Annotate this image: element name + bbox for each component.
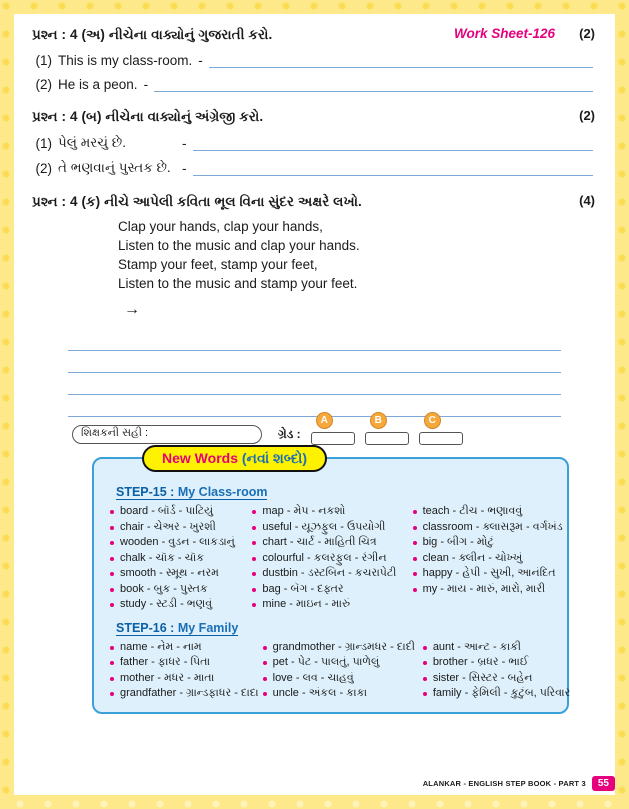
sentence-dash: - [198, 53, 203, 68]
handwriting-line[interactable] [68, 395, 561, 417]
question-block-a [32, 26, 597, 44]
word-item: classroom - ક્લાસરૂમ - વર્ગખંડ [413, 520, 563, 536]
teacher-signature-field[interactable]: શિક્ષકની સહી : [72, 425, 262, 444]
word-item: name - નેમ - નામ [110, 640, 259, 656]
sentence-dash: - [182, 161, 187, 176]
word-item: aunt - આન્ટ - કાકી [423, 640, 571, 656]
answer-line[interactable] [154, 78, 593, 92]
poem-line: Listen to the music and clap your hands. [118, 238, 360, 253]
handwriting-line[interactable] [68, 329, 561, 351]
word-item: book - બુક - પુસ્તક [110, 582, 248, 598]
handwriting-line[interactable] [68, 373, 561, 395]
word-item: chair - ચેઅર - ખુરશી [110, 520, 248, 536]
page-footer [423, 776, 615, 791]
handwriting-line[interactable] [68, 351, 561, 373]
word-item: brother - બ્રધર - ભાઈ [423, 655, 571, 671]
new-words-title [142, 445, 327, 472]
sentence-number: (2) [35, 161, 52, 176]
grade-label: ગ્રેડ : [278, 426, 301, 441]
word-column [413, 504, 567, 613]
sentence-number: (2) [35, 77, 52, 92]
new-words-title-en: New Words [162, 450, 238, 466]
sentence-row [32, 53, 597, 68]
sentence-row [32, 135, 597, 151]
word-item: father - ફાધર - પિતા [110, 655, 259, 671]
sentence-row [32, 160, 597, 176]
sentence-dash: - [182, 136, 187, 151]
step-15-title: My Class-room [177, 485, 268, 499]
grade-box-a[interactable] [311, 432, 355, 445]
step-15-word-columns [110, 504, 563, 613]
word-item: map - મેપ - નકશો [252, 504, 408, 520]
answer-line[interactable] [193, 137, 594, 151]
word-item: colourful - કલરફુલ - રંગીન [252, 551, 408, 567]
grade-option-a[interactable] [311, 414, 355, 445]
question-block-b [32, 108, 597, 126]
word-item: board - બૉર્ડ - પાટિયું [110, 504, 248, 520]
grade-bubble-a: A [316, 412, 333, 429]
sentence-number: (1) [35, 53, 52, 68]
word-item: big - બીગ - મોટું [413, 535, 563, 551]
step-16-number: STEP-16 : [116, 620, 175, 635]
grade-option-b[interactable] [365, 414, 409, 445]
worksheet-label: Work Sheet-126 [453, 26, 555, 41]
step-15-heading [116, 485, 555, 499]
poem-line: Listen to the music and stamp your feet. [118, 276, 358, 291]
sentence-text: This is my class-room. [58, 53, 193, 68]
word-item: smooth - સ્મૂથ - નરમ [110, 566, 248, 582]
word-item: grandmother - ગ્રાન્ડમધર - દાદી [263, 640, 419, 656]
grade-bubble-b: B [370, 412, 387, 429]
word-item: bag - બૅગ - દફ્તર [252, 582, 408, 598]
word-item: teach - ટીચ - ભણાવવું [413, 504, 563, 520]
sentence-row [32, 77, 597, 92]
step-16-title: My Family [177, 620, 239, 635]
question-marks-b: (2) [579, 108, 595, 123]
page-inner [14, 14, 615, 795]
word-column [252, 504, 412, 613]
word-item: dustbin - ડસ્ટબિન - કચરાપેટી [252, 566, 408, 582]
sentence-text: પેલું મરચું છે. [58, 135, 126, 150]
section-divider [110, 613, 555, 619]
sentence-number: (1) [35, 136, 52, 151]
new-words-section [92, 450, 571, 714]
poem-line: Clap your hands, clap your hands, [118, 219, 323, 234]
word-item: mine - માઇન - મારું [252, 597, 408, 613]
word-item: uncle - અંકલ - કાકા [263, 686, 419, 702]
grade-option-c[interactable] [419, 414, 463, 445]
word-item: mother - મધર - માતા [110, 671, 259, 687]
handwriting-line[interactable] [68, 307, 561, 329]
word-item: clean - ક્લીન - ચોખ્ખું [413, 551, 563, 567]
word-item: family - ફેમિલી - કુટુંબ, પરિવાર [423, 686, 571, 702]
footer-book-title: ALANKAR - ENGLISH STEP BOOK - PART 3 [422, 779, 586, 788]
new-words-title-gu: (નવાં શબ્દો) [241, 450, 308, 466]
word-item: pet - પેટ - પાલતું, પાળેલું [263, 655, 419, 671]
worksheet-content [14, 14, 615, 795]
answer-line[interactable] [193, 162, 594, 176]
question-marks-c: (4) [579, 193, 595, 208]
word-item: useful - યૂઝફુલ - ઉપયોગી [252, 520, 408, 536]
word-item: happy - હેપી - સુખી, આનંદિત [413, 566, 563, 582]
arrow-icon: → [124, 301, 140, 318]
sentence-text: He is a peon. [58, 77, 138, 92]
question-heading-a: પ્રશ્ન : 4 (અ) નીચેના વાક્યોનું ગુજરાતી કરો. [32, 27, 273, 42]
grade-box-c[interactable] [419, 432, 463, 445]
word-item: wooden - વુડન - લાકડાનું [110, 535, 248, 551]
word-item: chart - ચાર્ટ - માહિતી ચિત્ર [252, 535, 408, 551]
sentence-text: તે ભણવાનું પુસ્તક છે. [58, 160, 171, 175]
word-item: chalk - ચૉક - ચૉક [110, 551, 248, 567]
step-15-number: STEP-15 : [116, 485, 175, 499]
word-item: grandfather - ગ્રાન્ડફાધર - દાદા [110, 686, 259, 702]
word-column [423, 640, 575, 702]
word-item: study - સ્ટડી - ભણવું [110, 597, 248, 613]
step-16-word-columns [110, 640, 571, 702]
grade-bubble-c: C [424, 412, 441, 429]
word-item: love - લવ - ચાહવું [263, 671, 419, 687]
step-16-heading [116, 621, 555, 635]
word-column [263, 640, 423, 702]
word-column [110, 640, 263, 702]
handwriting-area [68, 301, 561, 417]
poem-block [118, 217, 597, 293]
new-words-panel [92, 457, 569, 714]
page-number: 55 [592, 776, 615, 791]
poem-line: Stamp your feet, stamp your feet, [118, 257, 318, 272]
word-item: my - માય - મારું, મારો, મારી [413, 582, 563, 598]
question-heading-c: પ્રશ્ન : 4 (ક) નીચે આપેલી કવિતા ભૂલ વિના સુંદર અક્ષરે લખો. [32, 194, 362, 209]
worksheet-label-marks: (2) [579, 26, 595, 41]
word-column [110, 504, 252, 613]
signature-grade-strip [72, 414, 583, 445]
question-heading-b: પ્રશ્ન : 4 (બ) નીચેના વાક્યોનું અંગ્રેજી કરો. [32, 109, 264, 124]
grade-box-b[interactable] [365, 432, 409, 445]
answer-line[interactable] [209, 54, 593, 68]
word-item: sister - સિસ્ટર - બહેન [423, 671, 571, 687]
sentence-dash: - [143, 77, 149, 92]
question-block-c [32, 193, 597, 211]
